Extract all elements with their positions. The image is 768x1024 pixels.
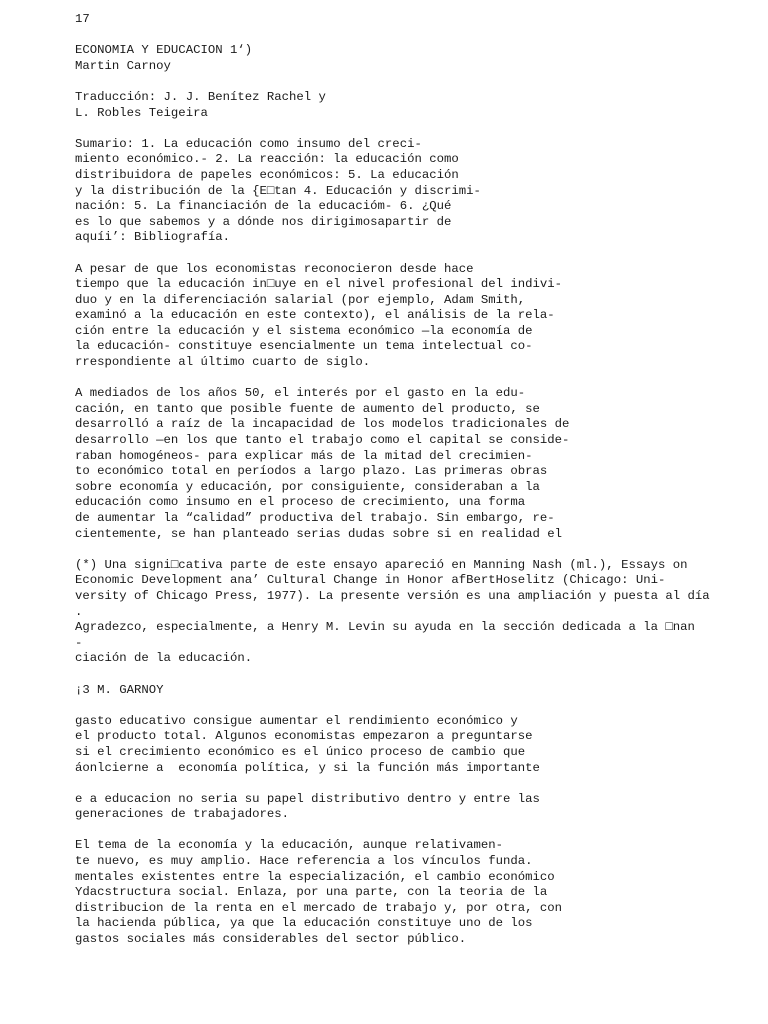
text-line: ción entre la educación y el sistema económico —la economía de: [75, 323, 533, 338]
text-line: cientemente, se han planteado serias dudas sobre si en realidad el: [75, 526, 563, 541]
text-line: sobre economía y educación, por consiguiente, consideraban a la: [75, 479, 540, 494]
running-header: ¡3 M. GARNOY: [75, 682, 164, 697]
document-title: ECONOMIA Y EDUCACION 1‘): [75, 43, 253, 58]
text-line: áonlcierne a economía política, y si la función más importante: [75, 760, 540, 775]
paragraph-3: [75, 714, 745, 776]
text-line: e a educacion no seria su papel distributivo dentro y entre las: [75, 791, 540, 806]
paragraph-1: [75, 262, 745, 371]
text-line: versity of Chicago Press, 1977). La presente versión es una ampliación y puesta al día: [75, 588, 710, 603]
text-line: to económico total en períodos a largo plazo. Las primeras obras: [75, 464, 548, 479]
paragraph-2: [75, 386, 745, 542]
text-line: si el crecimiento económico es el único proceso de cambio que: [75, 744, 526, 759]
text-line: A mediados de los años 50, el interés por el gasto en la edu-: [75, 386, 526, 401]
text-line: mentales existentes entre la especialización, el cambio económico: [75, 869, 555, 884]
document-page: [75, 12, 745, 948]
text-line: examinó a la educación en este contexto), el análisis de la rela-: [75, 308, 555, 323]
translation-credit: [75, 90, 745, 121]
text-line: la hacienda pública, ya que la educación constituye uno de los: [75, 916, 533, 931]
text-line: gasto educativo consigue aumentar el rendimiento económico y: [75, 713, 518, 728]
author-name: Martin Carnoy: [75, 58, 171, 73]
text-line: rrespondiente al último cuarto de siglo.: [75, 355, 371, 370]
text-line: es lo que sabemos y a dónde nos dirigimosapartir de: [75, 214, 452, 229]
text-line: Traducción: J. J. Benítez Rachel y: [75, 89, 326, 104]
text-line: .: [75, 604, 83, 619]
text-line: el producto total. Algunos economistas empezaron a preguntarse: [75, 729, 533, 744]
text-line: Ydacstructura social. Enlaza, por una parte, con la teoria de la: [75, 885, 548, 900]
text-line: distribucion de la renta en el mercado de trabajo y, por otra, con: [75, 900, 563, 915]
text-line: raban homogéneos- para explicar más de la mitad del crecimien-: [75, 448, 533, 463]
text-line: ciación de la educación.: [75, 651, 253, 666]
text-line: y la distribución de la {E□tan 4. Educación y discrimi-: [75, 183, 481, 198]
paragraph-4: [75, 792, 745, 823]
paragraph-5: [75, 838, 745, 947]
text-line: (*) Una signi□cativa parte de este ensayo apareció en Manning Nash (ml.), Essays on: [75, 557, 688, 572]
footnote: [75, 558, 745, 667]
text-line: A pesar de que los economistas reconocieron desde hace: [75, 261, 474, 276]
text-line: Agradezco, especialmente, a Henry M. Levin su ayuda en la sección dedicada a la □nan: [75, 620, 695, 635]
text-line: de aumentar la “calidad” productiva del trabajo. Sin embargo, re-: [75, 511, 555, 525]
text-line: miento económico.- 2. La reacción: la educación como: [75, 152, 459, 167]
text-line: Sumario: 1. La educación como insumo del creci-: [75, 136, 422, 151]
text-line: -: [75, 635, 83, 650]
text-line: duo y en la diferenciación salarial (por ejemplo, Adam Smith,: [75, 292, 526, 307]
text-line: cación, en tanto que posible fuente de aumento del producto, se: [75, 401, 540, 416]
text-line: Economic Development ana’ Cultural Change in Honor afBertHoselitz (Chicago: Uni-: [75, 573, 666, 588]
text-line: El tema de la economía y la educación, aunque relativamen-: [75, 838, 504, 853]
text-line: L. Robles Teigeira: [75, 105, 208, 120]
summary-block: [75, 137, 745, 246]
text-line: gastos sociales más considerables del sector público.: [75, 932, 467, 947]
text-line: aquíi’: Bibliografía.: [75, 230, 230, 245]
text-line: te nuevo, es muy amplio. Hace referencia a los vínculos funda.: [75, 854, 533, 869]
page-number: 17: [75, 12, 90, 26]
text-line: distribuidora de papeles económicos: 5. La educación: [75, 167, 459, 182]
text-line: desarrollo —en los que tanto el trabajo como el capital se conside-: [75, 433, 570, 448]
text-line: tiempo que la educación in□uye en el nivel profesional del indivi-: [75, 277, 563, 292]
text-line: la educación- constituye esencialmente un tema intelectual co-: [75, 339, 533, 354]
text-line: educación como insumo en el proceso de crecimiento, una forma: [75, 495, 526, 510]
text-line: generaciones de trabajadores.: [75, 807, 290, 822]
text-line: desarrolló a raíz de la incapacidad de los modelos tradicionales de: [75, 417, 570, 432]
text-line: nación: 5. La financiación de la educacióm- 6. ¿Qué: [75, 199, 452, 214]
